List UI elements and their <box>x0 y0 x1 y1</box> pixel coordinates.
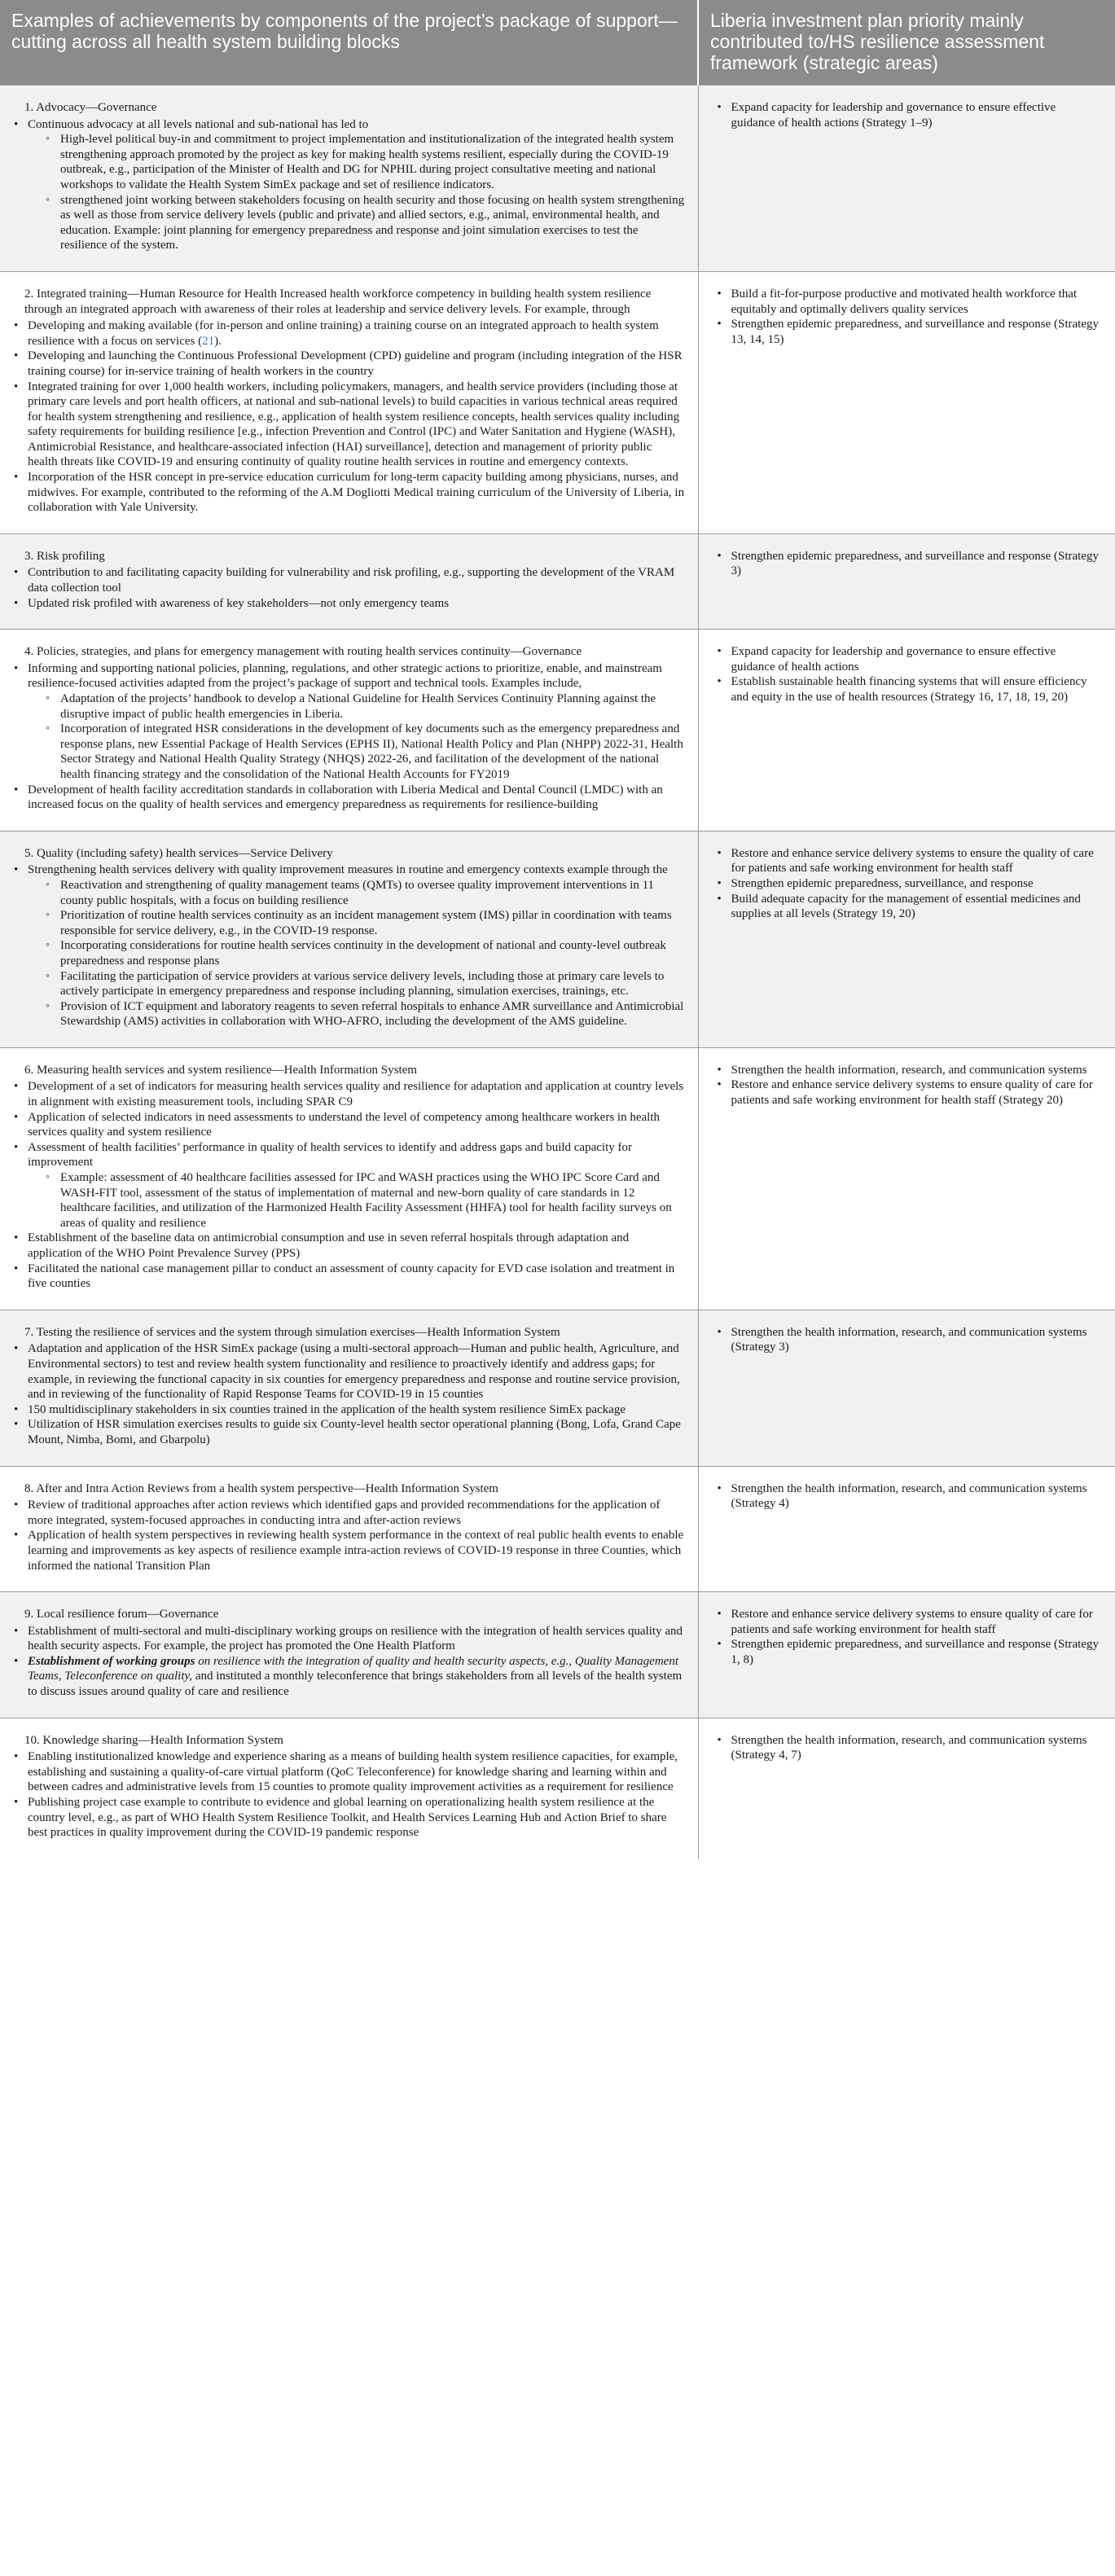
priority-cell <box>698 86 1115 272</box>
list-item <box>11 1110 685 1140</box>
priority-item: • Restore and enhance service delivery systems to ensure quality of care for patients and safe working environment for health staff (Strategy 20) <box>715 1077 1103 1108</box>
priority-item: • Strengthen the health information, research, and communication systems (Strategy 4, 7) <box>715 1733 1103 1763</box>
item-text: Integrated training for over 1,000 health workers, including policymakers, managers, and health service providers (including those at primary care levels and port health officers, at national and sub-national levels) to build capacities in various technical areas required for health system strengthening and resilience, e.g., application of health system resilience concepts, health services quality including safety requirements for building resilience [e.g., infection Prevention and Control (IPC) and Water Sanitation and Hygiene (WASH), Antimicrobial Resistance, and healthcare-associated infection (HAI) surveillance], detection and management of priority public health threats like COVID-19 and ensuring continuity of quality routine health services in routine and emergency contexts. <box>28 380 680 469</box>
item-text: Incorporation of the HSR concept in pre-service education curriculum for long-term capacity building among physicians, nurses, and midwives. For example, contributed to the reforming of the A.M Dogliotti Medical training curriculum of the University of Liberia, in collaboration with Yale University. <box>28 471 685 515</box>
item-text: Contribution to and facilitating capacity building for vulnerability and risk profiling, e.g., supporting the development of the VRAM data collection tool <box>28 566 675 595</box>
list-item <box>11 783 685 813</box>
list-item <box>11 1654 685 1700</box>
row-title: 10. Knowledge sharing—Health Information System <box>24 1733 283 1747</box>
item-text: Application of selected indicators in need assessments to understand the level of competency among healthcare workers in health services quality and system resilience <box>28 1110 660 1139</box>
sub-list-item: ◦ High-level political buy-in and commitment to project implementation and institutionalization of the integrated health system strengthening approach promoted by the project as key for making health systems resilient, especially during the COVID-19 outbreak, e.g., participation of the Minister of Health and DG for NPHIL during project consultative meeting and national workshops to validate the Health System SimEx package and set of resilience indicators. <box>28 132 685 192</box>
item-text: Development of health facility accreditation standards in collaboration with Liberia Medical and Dental Council (LMDC) with an increased focus on the quality of health services and emergency preparedness as requirements for resilience-building <box>28 783 663 812</box>
sub-list-item: ◦ Provision of ICT equipment and laboratory reagents to seven referral hospitals to enhance AMR surveillance and Antimicrobial Stewardship (AMS) activities in collaboration with WHO-AFRO, including the development of the AMS guideline. <box>28 999 685 1029</box>
achievement-list <box>11 862 685 1029</box>
priority-item: • Establish sustainable health financing systems that will ensure efficiency and equity in the use of health resources (Strategy 16, 17, 18, 19, 20) <box>715 674 1103 704</box>
list-item <box>11 117 685 253</box>
achievement-list <box>11 1624 685 1700</box>
list-item <box>11 1528 685 1573</box>
list-item <box>11 1262 685 1292</box>
row-title: 6. Measuring health services and system resilience—Health Information System <box>24 1063 417 1077</box>
item-text: Assessment of health facilities’ performance in quality of health services to identify and address gaps and build capacity for improvement <box>28 1140 632 1170</box>
row-title: 1. Advocacy—Governance <box>24 101 157 114</box>
list-item <box>11 661 685 783</box>
item-text: and instituted a monthly teleconference that brings stakeholders from all levels of the health system to discuss issues around quality of care and resilience <box>28 1670 683 1699</box>
priority-cell <box>698 831 1115 1047</box>
priority-cell <box>698 1310 1115 1466</box>
priority-item: • Expand capacity for leadership and governance to ensure effective guidance of health actions (Strategy 1–9) <box>715 100 1103 130</box>
item-text: Development of a set of indicators for measuring health services quality and resilience for adaptation and application at country levels in alignment with existing measurement tools, including SPAR C9 <box>28 1080 684 1109</box>
list-item <box>11 380 685 471</box>
achievement-cell <box>0 630 698 832</box>
list-item <box>11 349 685 379</box>
italic-text: on resilience with the integration of quality and health security aspects, e.g., Quality Management Teams, Teleconference on quality, <box>28 1654 678 1683</box>
priority-item: • Strengthen epidemic preparedness, and surveillance and response (Strategy 3) <box>715 549 1103 579</box>
table-row <box>0 630 1115 832</box>
priority-list <box>715 287 1103 347</box>
sub-list <box>28 878 685 1029</box>
item-text: Review of traditional approaches after action reviews which identified gaps and provided recommendations for the application of more integrated, system-focused approaches in conducting intra and after-action reviews <box>28 1499 661 1527</box>
achievement-cell <box>0 1592 698 1718</box>
sub-list <box>28 1170 685 1231</box>
table-row <box>0 1047 1115 1310</box>
list-item <box>11 1140 685 1231</box>
table-row <box>0 271 1115 533</box>
header-investment-priority: Liberia investment plan priority mainly contributed to/HS resilience assessment framework (strategic areas) <box>698 0 1115 86</box>
row-title: 8. After and Intra Action Reviews from a health system perspective—Health Information System <box>24 1481 498 1495</box>
item-text: Informing and supporting national policies, planning, regulations, and other strategic actions to prioritize, enable, and mainstream resilience-focused activities adapted from the project’s package of support and technical tools. Examples include, <box>28 661 662 691</box>
priority-item: • Restore and enhance service delivery systems to ensure the quality of care for patients and safe working environment for health staff <box>715 846 1103 876</box>
achievement-list <box>11 565 685 611</box>
priority-item: • Restore and enhance service delivery systems to ensure quality of care for patients and safe working environment for health staff <box>715 1607 1103 1637</box>
item-text: Continuous advocacy at all levels national and sub-national has led to <box>28 117 369 131</box>
item-text: Facilitated the national case management pillar to conduct an assessment of county capacity for EVD case isolation and treatment in five counties <box>28 1262 675 1291</box>
header-achievements: Examples of achievements by components of the project’s package of support—cutting across all health system building blocks <box>0 0 698 86</box>
achievement-list <box>11 1079 685 1291</box>
row-title: 9. Local resilience forum—Governance <box>24 1608 219 1622</box>
item-text: Establishment of multi-sectoral and multi-disciplinary working groups on resilience with the integration of health services quality and health security aspects. For example, the project has promoted the One Health Platform <box>28 1624 683 1653</box>
sub-list-item: ◦ Incorporating considerations for routine health services continuity in the development of national and county-level outbreak preparedness and response plans <box>28 938 685 968</box>
priority-cell <box>698 1466 1115 1592</box>
row-title: 5. Quality (including safety) health services—Service Delivery <box>24 846 333 860</box>
list-item <box>11 1079 685 1109</box>
achievement-cell <box>0 1718 698 1858</box>
priority-list <box>715 1325 1103 1355</box>
item-text: Developing and making available (for in-person and online training) a training course on an integrated approach to health system resilience with a focus on services ( <box>28 319 659 348</box>
priority-item: • Expand capacity for leadership and governance to ensure effective guidance of health actions <box>715 644 1103 674</box>
priority-item: • Strengthen epidemic preparedness, surveillance, and response <box>715 876 1103 892</box>
list-item <box>11 1417 685 1447</box>
list-item <box>11 862 685 1029</box>
priority-item: • Build a fit-for-purpose productive and motivated health workforce that equitably and optimally delivers quality services <box>715 287 1103 317</box>
priority-list <box>715 644 1103 704</box>
row-title: 7. Testing the resilience of services and the system through simulation exercises—Health Information System <box>24 1325 560 1339</box>
list-item <box>11 1749 685 1795</box>
priority-list <box>715 549 1103 579</box>
item-text: Developing and launching the Continuous Professional Development (CPD) guideline and program (including integration of the HSR training course) for in-service training of health workers in the country <box>28 349 683 378</box>
priority-item: • Strengthen the health information, research, and communication systems (Strategy 4) <box>715 1481 1103 1512</box>
item-text: Adaptation and application of the HSR SimEx package (using a multi-sectoral approach—Human and public health, Agriculture, and Environmental sectors) to test and review health system functionality and resilience to proactively identify and address gaps; for example, in reviewing the functional capacity in six counties for emergency preparedness and response and routine service provision, and in reviewing of the functionality of Rapid Response Teams for COVID-19 in 15 counties <box>28 1342 680 1402</box>
table-row <box>0 1718 1115 1858</box>
priority-cell <box>698 271 1115 533</box>
achievement-cell <box>0 1466 698 1592</box>
table-row <box>0 86 1115 272</box>
priority-item: • Strengthen epidemic preparedness, and surveillance and response (Strategy 1, 8) <box>715 1637 1103 1667</box>
table-row <box>0 533 1115 629</box>
sub-list <box>28 132 685 253</box>
achievement-cell <box>0 533 698 629</box>
priority-cell <box>698 1047 1115 1310</box>
achievement-cell <box>0 1047 698 1310</box>
sub-list-item: ◦ Example: assessment of 40 healthcare facilities assessed for IPC and WASH practices using the WHO IPC Score Card and WASH-FIT tool, assessment of the status of implementation of maternal and new-born quality of care standards in 12 healthcare facilities, and utilization of the Harmonized Health Facility Assessment (HHFA) tool for health facility surveys on areas of quality and resilience <box>28 1170 685 1231</box>
priority-cell <box>698 533 1115 629</box>
achievement-list <box>11 117 685 253</box>
item-text: Utilization of HSR simulation exercises results to guide six County-level health sector operational planning (Bong, Lofa, Grand Cape Mount, Nimba, Bomi, and Gbarpolu) <box>28 1418 681 1446</box>
achievement-cell <box>0 271 698 533</box>
achievement-list <box>11 1498 685 1573</box>
table-row <box>0 831 1115 1047</box>
priority-item: • Strengthen the health information, research, and communication systems <box>715 1063 1103 1078</box>
list-item <box>11 1795 685 1841</box>
item-text: Establishment of the baseline data on antimicrobial consumption and use in seven referral hospitals through adaptation and application of the WHO Point Prevalence Survey (PPS) <box>28 1231 630 1260</box>
row-title: 2. Integrated training—Human Resource for Health Increased health workforce competency in building health system resilience through an integrated approach with awareness of their roles at leadership and service delivery levels. For example, through <box>24 287 652 316</box>
achievement-cell <box>0 831 698 1047</box>
sub-list-item: ◦ strengthened joint working between stakeholders focusing on health security and those focusing on health system strengthening as well as those from service delivery levels (public and private) and allied sectors, e.g., animal, environmental health, and education. Example: joint planning for emergency preparedness and response and joint simulation exercises to test the resilience of the system. <box>28 193 685 253</box>
priority-list <box>715 846 1103 922</box>
priority-item: • Build adequate capacity for the management of essential medicines and supplies at all levels (Strategy 19, 20) <box>715 892 1103 922</box>
priority-cell <box>698 1718 1115 1858</box>
table-body <box>0 86 1115 1858</box>
table-row <box>0 1592 1115 1718</box>
achievement-list <box>11 1749 685 1841</box>
achievement-list <box>11 1341 685 1447</box>
table-row <box>0 1466 1115 1592</box>
item-text: 150 multidisciplinary stakeholders in six counties trained in the application of the health system resilience SimEx package <box>28 1402 626 1416</box>
sub-list-item: ◦ Adaptation of the projects’ handbook to develop a National Guideline for Health Services Continuity Planning against the disruptive impact of public health emergencies in Liberia. <box>28 691 685 722</box>
list-item <box>11 1341 685 1402</box>
list-item <box>11 318 685 349</box>
list-item <box>11 1231 685 1261</box>
row-title: 4. Policies, strategies, and plans for emergency management with routing health services continuity—Governance <box>24 645 582 659</box>
priority-list <box>715 1063 1103 1108</box>
list-item <box>11 470 685 516</box>
list-item <box>11 596 685 612</box>
priority-list <box>715 1607 1103 1667</box>
sub-list-item: ◦ Incorporation of integrated HSR considerations in the development of key documents such as the emergency preparedness and response plans, new Essential Package of Health Services (EPHS II), National Health Policy and Plan (NHPP) 2022-31, Health Sector Strategy and National Health Quality Strategy (NHQS) 2022-26, and facilitation of the development of the national health financing strategy and the consolidation of the National Health Accounts for FY2019 <box>28 722 685 782</box>
item-text-end: ). <box>214 334 222 348</box>
list-item <box>11 565 685 595</box>
sub-list-item: ◦ Reactivation and strengthening of quality management teams (QMTs) to oversee quality improvement interventions in 11 county public hospitals, with a focus on building resilience <box>28 878 685 908</box>
list-item <box>11 1402 685 1418</box>
priority-cell <box>698 1592 1115 1718</box>
item-text: Updated risk profiled with awareness of key stakeholders—not only emergency teams <box>28 596 450 610</box>
priority-list <box>715 100 1103 130</box>
item-text: Publishing project case example to contribute to evidence and global learning on operationalizing health system resilience at the country level, e.g., as part of WHO Health System Resilience Toolkit, and Health Services Learning Hub and Action Brief to share best practices in quality improvement during the COVID-19 pandemic response <box>28 1796 667 1840</box>
list-item <box>11 1498 685 1528</box>
table-header-row <box>0 0 1115 86</box>
achievement-cell <box>0 1310 698 1466</box>
priority-item: • Strengthen the health information, research, and communication systems (Strategy 3) <box>715 1325 1103 1355</box>
priority-item: • Strengthen epidemic preparedness, and surveillance and response (Strategy 13, 14, 15) <box>715 317 1103 347</box>
achievement-list <box>11 661 685 813</box>
priority-cell <box>698 630 1115 832</box>
citation-link: 21 <box>202 334 215 348</box>
item-text: Enabling institutionalized knowledge and experience sharing as a means of building health system resilience capacities, for example, establishing and sustaining a quality-of-care virtual platform (QoC Teleconference) for knowledge sharing and learning within and between cadres and administrative levels from 15 counties to promote quality improvement activities as a requirement for resilience <box>28 1750 678 1794</box>
row-title: 3. Risk profiling <box>24 549 105 563</box>
sub-list-item: ◦ Facilitating the participation of service providers at various service delivery levels, including those at primary care levels to actively participate in emergency preparedness and response including planning, simulation exercises, trainings, etc. <box>28 969 685 999</box>
emphasis-text: Establishment of working groups <box>28 1654 195 1668</box>
sub-list-item: ◦ Prioritization of routine health services continuity as an incident management system (IMS) pillar in coordination with teams responsible for service delivery, e.g., in the COVID-19 response. <box>28 908 685 938</box>
achievement-list <box>11 318 685 516</box>
priority-list <box>715 1481 1103 1512</box>
item-text: Strengthening health services delivery with quality improvement measures in routine and emergency contexts example through the <box>28 863 668 877</box>
achievement-cell <box>0 86 698 272</box>
list-item <box>11 1624 685 1654</box>
table-row <box>0 1310 1115 1466</box>
sub-list <box>28 691 685 783</box>
priority-list <box>715 1733 1103 1763</box>
item-text: Application of health system perspectives in reviewing health system performance in the context of real public health events to enable learning and improvements as key aspects of resilience example intra-action reviews of COVID-19 response in three Counties, which informed the national Transition Plan <box>28 1529 684 1573</box>
